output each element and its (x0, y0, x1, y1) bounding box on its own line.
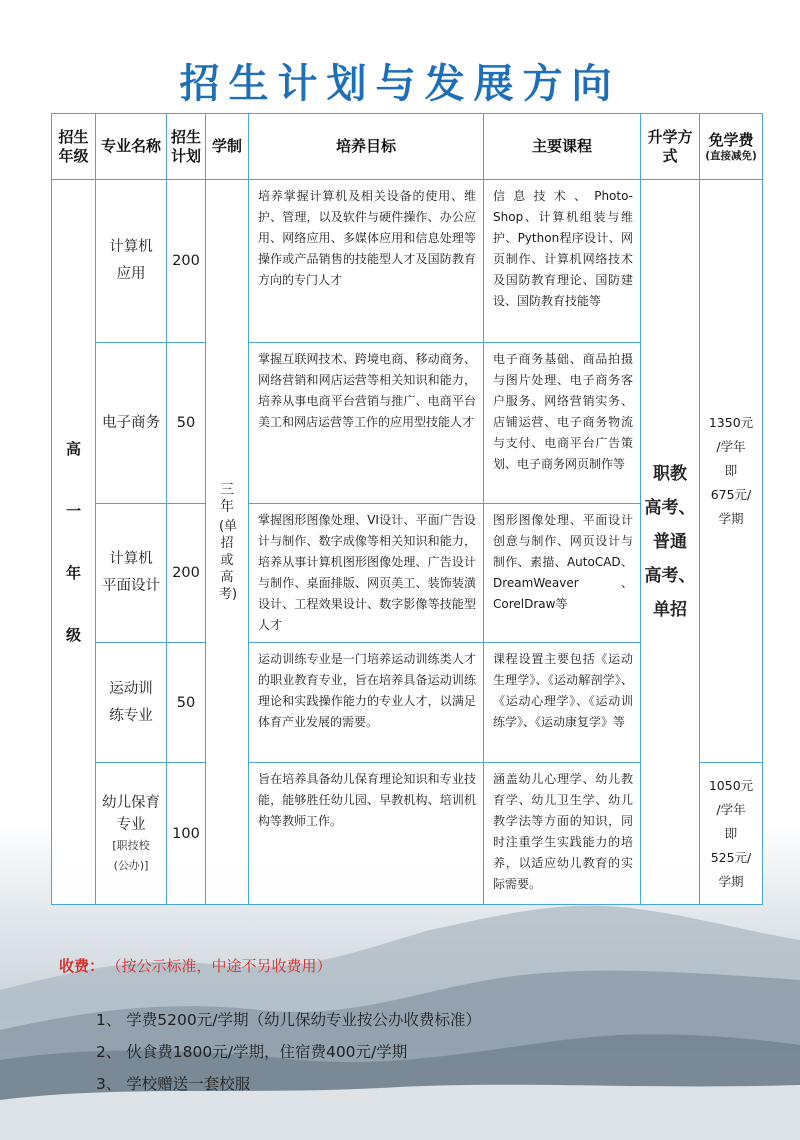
mian-cell-bottom (699, 762, 763, 905)
major-line: 平面设计 (102, 578, 160, 594)
fees-section (59, 955, 759, 1093)
header-grade: 招生年级 (51, 113, 96, 180)
major-line: 电子商务 (102, 414, 160, 431)
major-line: 运动训 (109, 680, 153, 697)
xuezhi-text: 三年 (220, 481, 234, 515)
header-xuezhi: 学制 (205, 113, 249, 180)
major-line: 计算机 (109, 551, 153, 567)
major-note: (公办)] (113, 858, 149, 872)
major-note: [职技校 (112, 838, 150, 852)
major-cell (95, 503, 167, 643)
major-cell (95, 179, 167, 343)
goal-cell: 旨在培养具备幼儿保育理论知识和专业技能，能够胜任幼儿园、早教机构、培训机构等教师工作。 (248, 762, 484, 905)
mian-line: 525元/ (710, 849, 752, 865)
page-title: 招生计划与发展方向 (179, 60, 621, 107)
shengxue-line: 高考、 (644, 566, 696, 586)
header-major: 专业名称 (95, 113, 167, 180)
shengxue-cell (640, 179, 700, 905)
grade-char: 级 (65, 626, 81, 644)
major-cell (95, 642, 167, 763)
plan-cell: 50 (166, 342, 206, 504)
mian-line: 即 (724, 825, 738, 841)
course-cell: 电子商务基础、商品拍摄与图片处理、电子商务客户服务、网络营销实务、店铺运营、电子商务物流与支付、电商平台广告策划、电子商务网页制作等 (483, 342, 641, 504)
grade-cell (51, 179, 96, 905)
header-goal: 培养目标 (248, 113, 484, 180)
header-mian-note: (直接减免) (705, 149, 757, 162)
major-line: 练专业 (109, 707, 153, 724)
shengxue-line: 高考、 (644, 498, 696, 518)
fee-item: 2、 伙食费1800元/学期，住宿费400元/学期 (96, 1043, 408, 1061)
plan-cell: 100 (166, 762, 206, 905)
grade-char: 高 (65, 440, 81, 458)
fee-item: 3、 学校赠送一套校服 (96, 1075, 251, 1093)
course-cell: 课程设置主要包括《运动生理学》、《运动解剖学》、《运动心理学》、《运动训练学》、《运动康复学》等 (483, 642, 641, 763)
fee-item: 1、 学费5200元/学期（幼儿保幼专业按公办收费标准） (96, 1011, 481, 1029)
mian-cell-top (699, 179, 763, 763)
course-cell: 图形图像处理、平面设计创意与制作、网页设计与制作、素描、AutoCAD、DreamWeaver、CorelDraw等 (483, 503, 641, 643)
header-plan: 招生计划 (166, 113, 206, 180)
mian-line: 1050元 (708, 777, 754, 793)
shengxue-line: 单招 (653, 600, 687, 620)
xuezhi-note: (单招或高考) (219, 518, 238, 602)
shengxue-line: 职教 (653, 464, 687, 484)
header-mian-label: 免学费 (708, 130, 754, 149)
mian-line: /学年 (716, 439, 746, 454)
header-course: 主要课程 (483, 113, 641, 180)
fees-title: 收费： (59, 957, 105, 975)
major-cell (95, 342, 167, 504)
major-cell (95, 762, 167, 905)
header-shengxue: 升学方式 (640, 113, 700, 180)
grade-char: 年 (65, 564, 81, 582)
mian-line: 675元/ (710, 487, 752, 502)
shengxue-line: 普通 (653, 532, 687, 552)
mian-line: 学期 (718, 511, 744, 526)
mian-line: 1350元 (708, 415, 754, 430)
header-mian (699, 113, 763, 180)
goal-cell: 培养掌握计算机及相关设备的使用、维护、管理，以及软件与硬件操作、办公应用、网络应用、多媒体应用和信息处理等操作或产品销售的技能型人才及国防教育方向的专门人才 (248, 179, 484, 343)
mian-line: 即 (724, 463, 738, 478)
grade-char: 一 (65, 502, 81, 520)
mian-line: 学期 (718, 873, 744, 889)
major-line: 专业 (116, 816, 146, 833)
goal-cell: 运动训练专业是一门培养运动训练类人才的职业教育专业，旨在培养具备运动训练理论和实践操作能力的专业人才，以满足体育产业发展的需要。 (248, 642, 484, 763)
major-line: 计算机 (109, 239, 153, 255)
course-cell: 涵盖幼儿心理学、幼儿教育学、幼儿卫生学、幼儿教学法等方面的知识，同时注重学生实践能力的培养，以适应幼儿教育的实际需要。 (483, 762, 641, 905)
xuezhi-cell (205, 179, 249, 905)
goal-cell: 掌握互联网技术、跨境电商、移动商务、网络营销和网店运营等相关知识和能力，培养从事电商平台营销与推广、电商平台美工和网店运营等工作的应用型技能人才 (248, 342, 484, 504)
goal-cell: 掌握图形图像处理、VI设计、平面广告设计与制作、数字成像等相关知识和能力，培养从事计算机图形图像处理、广告设计与制作、桌面排版、网页美工、装饰装潢设计、工程效果设计、数字影像等技能型人才 (248, 503, 484, 643)
major-line: 幼儿保育 (102, 794, 160, 811)
plan-cell: 200 (166, 179, 206, 343)
plan-cell: 50 (166, 642, 206, 763)
fees-note: （按公示标准，中途不另收费用） (114, 957, 332, 975)
enrollment-table (51, 113, 763, 905)
course-cell: 信息技术、Photo-Shop、计算机组装与维护、Python程序设计、网页制作、计算机网络技术及国防教育理论、国防建设、国防教育技能等 (483, 179, 641, 343)
mian-line: /学年 (716, 801, 746, 817)
major-line: 应用 (116, 266, 146, 282)
plan-cell: 200 (166, 503, 206, 643)
